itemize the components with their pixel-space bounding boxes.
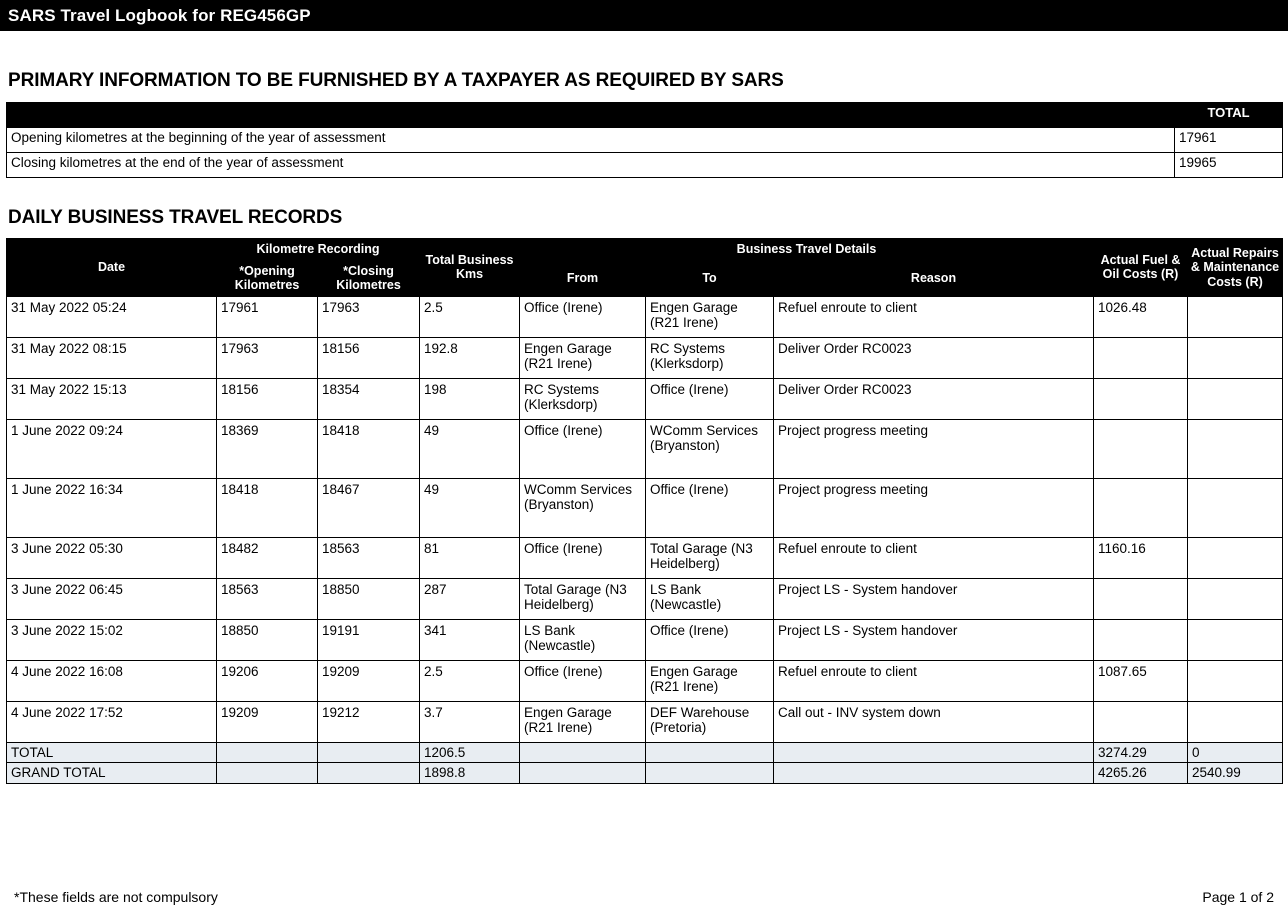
cell-closing-kilometres: 17963 xyxy=(318,296,420,337)
cell-actual-fuel-oil-costs xyxy=(1094,701,1188,742)
cell-actual-fuel-oil-costs xyxy=(1094,619,1188,660)
cell-to: Engen Garage (R21 Irene) xyxy=(646,296,774,337)
total-row xyxy=(7,742,1283,763)
cell-from: Engen Garage (R21 Irene) xyxy=(520,337,646,378)
cell-closing-kilometres: 18156 xyxy=(318,337,420,378)
cell-reason: Refuel enroute to client xyxy=(774,537,1094,578)
cell-date: 4 June 2022 16:08 xyxy=(7,660,217,701)
cell-actual-fuel-oil-costs xyxy=(1094,419,1188,478)
table-row xyxy=(7,378,1283,419)
cell-date: TOTAL xyxy=(7,742,217,763)
closing-kilometres-value: 19965 xyxy=(1175,153,1283,178)
cell-closing-kilometres: 18418 xyxy=(318,419,420,478)
cell-actual-repairs-maintenance-costs xyxy=(1188,296,1283,337)
logbook-title: SARS Travel Logbook for REG456GP xyxy=(8,6,311,25)
daily-travel-records-heading: DAILY BUSINESS TRAVEL RECORDS xyxy=(8,207,343,228)
cell-to xyxy=(646,742,774,763)
col-header-opening-kilometres: *Opening Kilometres xyxy=(217,260,318,296)
cell-actual-repairs-maintenance-costs xyxy=(1188,419,1283,478)
cell-from xyxy=(520,742,646,763)
table-row xyxy=(7,128,1283,153)
cell-to: Office (Irene) xyxy=(646,619,774,660)
cell-actual-fuel-oil-costs: 1160.16 xyxy=(1094,537,1188,578)
cell-total-business-kms: 49 xyxy=(420,419,520,478)
table-row xyxy=(7,660,1283,701)
cell-date: 3 June 2022 05:30 xyxy=(7,537,217,578)
page-footer xyxy=(0,889,1288,905)
cell-date: GRAND TOTAL xyxy=(7,763,217,784)
col-header-kilometre-recording: Kilometre Recording xyxy=(217,239,420,261)
cell-actual-repairs-maintenance-costs xyxy=(1188,478,1283,537)
cell-reason: Deliver Order RC0023 xyxy=(774,337,1094,378)
cell-actual-repairs-maintenance-costs xyxy=(1188,660,1283,701)
cell-date: 1 June 2022 16:34 xyxy=(7,478,217,537)
cell-opening-kilometres: 18482 xyxy=(217,537,318,578)
daily-header-row-top xyxy=(7,239,1283,261)
cell-actual-repairs-maintenance-costs xyxy=(1188,619,1283,660)
opening-kilometres-value: 17961 xyxy=(1175,128,1283,153)
cell-reason: Call out - INV system down xyxy=(774,701,1094,742)
cell-total-business-kms: 2.5 xyxy=(420,296,520,337)
cell-date: 4 June 2022 17:52 xyxy=(7,701,217,742)
col-header-date: Date xyxy=(7,239,217,297)
cell-reason: Refuel enroute to client xyxy=(774,296,1094,337)
cell-to: Engen Garage (R21 Irene) xyxy=(646,660,774,701)
cell-from: Engen Garage (R21 Irene) xyxy=(520,701,646,742)
cell-reason: Deliver Order RC0023 xyxy=(774,378,1094,419)
table-row xyxy=(7,619,1283,660)
cell-actual-fuel-oil-costs: 1087.65 xyxy=(1094,660,1188,701)
cell-opening-kilometres: 18369 xyxy=(217,419,318,478)
cell-from: LS Bank (Newcastle) xyxy=(520,619,646,660)
cell-opening-kilometres: 19209 xyxy=(217,701,318,742)
opening-kilometres-label: Opening kilometres at the beginning of the year of assessment xyxy=(7,128,1175,153)
cell-opening-kilometres: 18850 xyxy=(217,619,318,660)
table-row xyxy=(7,578,1283,619)
page-number: Page 1 of 2 xyxy=(1202,889,1274,905)
document-page xyxy=(0,31,1288,784)
table-row xyxy=(7,537,1283,578)
cell-reason: Project LS - System handover xyxy=(774,578,1094,619)
cell-total-business-kms: 192.8 xyxy=(420,337,520,378)
cell-reason xyxy=(774,742,1094,763)
cell-actual-repairs-maintenance-costs: 0 xyxy=(1188,742,1283,763)
cell-to: DEF Warehouse (Pretoria) xyxy=(646,701,774,742)
cell-opening-kilometres: 18156 xyxy=(217,378,318,419)
primary-header-blank xyxy=(7,103,1175,128)
footnote-not-compulsory: *These fields are not compulsory xyxy=(14,889,218,905)
col-header-closing-kilometres: *Closing Kilometres xyxy=(318,260,420,296)
cell-date: 31 May 2022 05:24 xyxy=(7,296,217,337)
col-header-actual-repairs-maintenance-costs: Actual Repairs & Maintenance Costs (R) xyxy=(1188,239,1283,297)
primary-header-total: TOTAL xyxy=(1175,103,1283,128)
cell-closing-kilometres: 18467 xyxy=(318,478,420,537)
cell-from: Office (Irene) xyxy=(520,537,646,578)
table-row xyxy=(7,296,1283,337)
cell-reason: Project progress meeting xyxy=(774,419,1094,478)
cell-opening-kilometres xyxy=(217,763,318,784)
cell-from: WComm Services (Bryanston) xyxy=(520,478,646,537)
cell-opening-kilometres: 17963 xyxy=(217,337,318,378)
cell-closing-kilometres: 18354 xyxy=(318,378,420,419)
cell-opening-kilometres: 17961 xyxy=(217,296,318,337)
col-header-business-travel-details: Business Travel Details xyxy=(520,239,1094,261)
cell-total-business-kms: 1898.8 xyxy=(420,763,520,784)
cell-date: 31 May 2022 15:13 xyxy=(7,378,217,419)
table-row xyxy=(7,337,1283,378)
cell-to: Office (Irene) xyxy=(646,478,774,537)
cell-opening-kilometres: 19206 xyxy=(217,660,318,701)
primary-information-table xyxy=(6,102,1283,178)
cell-closing-kilometres: 19191 xyxy=(318,619,420,660)
cell-to: LS Bank (Newcastle) xyxy=(646,578,774,619)
cell-actual-repairs-maintenance-costs: 2540.99 xyxy=(1188,763,1283,784)
cell-total-business-kms: 287 xyxy=(420,578,520,619)
cell-date: 31 May 2022 08:15 xyxy=(7,337,217,378)
cell-actual-repairs-maintenance-costs xyxy=(1188,537,1283,578)
cell-total-business-kms: 1206.5 xyxy=(420,742,520,763)
cell-reason: Project LS - System handover xyxy=(774,619,1094,660)
cell-actual-fuel-oil-costs xyxy=(1094,578,1188,619)
cell-actual-fuel-oil-costs xyxy=(1094,378,1188,419)
col-header-actual-fuel-oil-costs: Actual Fuel & Oil Costs (R) xyxy=(1094,239,1188,297)
cell-reason: Project progress meeting xyxy=(774,478,1094,537)
cell-actual-fuel-oil-costs xyxy=(1094,478,1188,537)
cell-reason: Refuel enroute to client xyxy=(774,660,1094,701)
cell-to xyxy=(646,763,774,784)
primary-table-header-row xyxy=(7,103,1283,128)
cell-from: Total Garage (N3 Heidelberg) xyxy=(520,578,646,619)
grand-total-row xyxy=(7,763,1283,784)
cell-closing-kilometres: 18563 xyxy=(318,537,420,578)
cell-closing-kilometres: 19212 xyxy=(318,701,420,742)
cell-actual-repairs-maintenance-costs xyxy=(1188,578,1283,619)
cell-actual-repairs-maintenance-costs xyxy=(1188,701,1283,742)
cell-reason xyxy=(774,763,1094,784)
cell-actual-repairs-maintenance-costs xyxy=(1188,337,1283,378)
table-row xyxy=(7,701,1283,742)
cell-opening-kilometres: 18563 xyxy=(217,578,318,619)
cell-to: RC Systems (Klerksdorp) xyxy=(646,337,774,378)
cell-from: Office (Irene) xyxy=(520,296,646,337)
cell-total-business-kms: 49 xyxy=(420,478,520,537)
cell-opening-kilometres xyxy=(217,742,318,763)
cell-total-business-kms: 341 xyxy=(420,619,520,660)
cell-closing-kilometres: 19209 xyxy=(318,660,420,701)
cell-total-business-kms: 3.7 xyxy=(420,701,520,742)
cell-from: RC Systems (Klerksdorp) xyxy=(520,378,646,419)
cell-closing-kilometres: 18850 xyxy=(318,578,420,619)
cell-date: 3 June 2022 15:02 xyxy=(7,619,217,660)
cell-to: Total Garage (N3 Heidelberg) xyxy=(646,537,774,578)
cell-total-business-kms: 2.5 xyxy=(420,660,520,701)
cell-actual-repairs-maintenance-costs xyxy=(1188,378,1283,419)
cell-actual-fuel-oil-costs xyxy=(1094,337,1188,378)
app-title-bar xyxy=(0,0,1288,31)
closing-kilometres-label: Closing kilometres at the end of the year of assessment xyxy=(7,153,1175,178)
col-header-from: From xyxy=(520,260,646,296)
col-header-reason: Reason xyxy=(774,260,1094,296)
cell-actual-fuel-oil-costs: 3274.29 xyxy=(1094,742,1188,763)
primary-information-heading: PRIMARY INFORMATION TO BE FURNISHED BY A TAXPAYER AS REQUIRED BY SARS xyxy=(8,70,784,91)
daily-business-travel-table xyxy=(6,238,1283,784)
cell-total-business-kms: 198 xyxy=(420,378,520,419)
cell-from: Office (Irene) xyxy=(520,660,646,701)
cell-actual-fuel-oil-costs: 1026.48 xyxy=(1094,296,1188,337)
cell-total-business-kms: 81 xyxy=(420,537,520,578)
cell-closing-kilometres xyxy=(318,742,420,763)
cell-date: 1 June 2022 09:24 xyxy=(7,419,217,478)
col-header-to: To xyxy=(646,260,774,296)
daily-table-body xyxy=(7,296,1283,784)
cell-opening-kilometres: 18418 xyxy=(217,478,318,537)
cell-to: Office (Irene) xyxy=(646,378,774,419)
cell-date: 3 June 2022 06:45 xyxy=(7,578,217,619)
cell-to: WComm Services (Bryanston) xyxy=(646,419,774,478)
table-row xyxy=(7,419,1283,478)
cell-actual-fuel-oil-costs: 4265.26 xyxy=(1094,763,1188,784)
col-header-total-business-kms: Total Business Kms xyxy=(420,239,520,297)
cell-from xyxy=(520,763,646,784)
cell-closing-kilometres xyxy=(318,763,420,784)
table-row xyxy=(7,478,1283,537)
table-row xyxy=(7,153,1283,178)
cell-from: Office (Irene) xyxy=(520,419,646,478)
